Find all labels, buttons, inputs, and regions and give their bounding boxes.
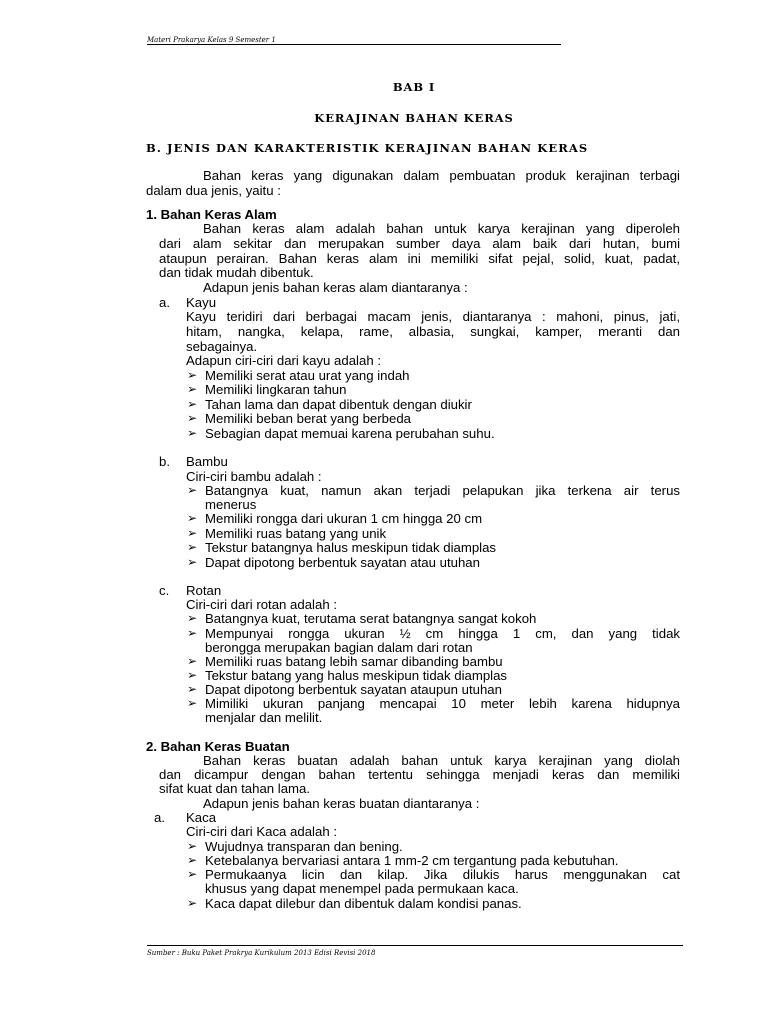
arrowhead-bullet-icon: ➢: [187, 682, 198, 696]
kayu-desc-line-2: hitam, nangka, kelapa, rame, albasia, sungkai, kamper, meranti dan: [186, 324, 680, 339]
arrowhead-bullet-icon: ➢: [187, 626, 198, 640]
buatan-para-line-1: Bahan keras buatan adalah bahan untuk karya kerajinan yang diolah: [203, 753, 680, 768]
kaca-name: Kaca: [186, 810, 217, 825]
rotan-ciri-item: Memiliki ruas batang lebih samar dibanding bambu: [205, 654, 503, 669]
buatan-para-line-3: sifat kuat dan tahan lama.: [159, 781, 311, 796]
kaca-ciri-item: Kaca dapat dilebur dan dibentuk dalam kondisi panas.: [205, 896, 522, 911]
buatan-list-intro: Adapun jenis bahan keras buatan diantaranya :: [203, 796, 480, 811]
heading-bahan-keras-alam: 1. Bahan Keras Alam: [146, 207, 277, 222]
alam-list-intro: Adapun jenis bahan keras alam diantaranya :: [203, 280, 468, 295]
rotan-name: Rotan: [186, 583, 222, 598]
arrowhead-bullet-icon: ➢: [187, 426, 198, 440]
arrowhead-bullet-icon: ➢: [187, 896, 198, 910]
kayu-name: Kayu: [186, 295, 217, 310]
arrowhead-bullet-icon: ➢: [187, 668, 198, 682]
arrowhead-bullet-icon: ➢: [187, 397, 198, 411]
bambu-ciri-intro: Ciri-ciri bambu adalah :: [186, 469, 322, 484]
arrowhead-bullet-icon: ➢: [187, 839, 198, 853]
arrowhead-bullet-icon: ➢: [187, 611, 198, 625]
kayu-ciri-item: Memiliki serat atau urat yang indah: [205, 368, 410, 383]
bambu-letter: b.: [159, 454, 170, 469]
buatan-para-line-2: dan dicampur dengan bahan tertentu sehingga menjadi keras dan memiliki: [159, 767, 680, 782]
kaca-ciri-item: Permukaanya licin dan kilap. Jika dilukis harus menggunakan cat: [205, 867, 680, 882]
arrowhead-bullet-icon: ➢: [187, 540, 198, 554]
bambu-ciri-item: Memiliki rongga dari ukuran 1 cm hingga 20 cm: [205, 511, 483, 526]
kaca-ciri-intro: Ciri-ciri dari Kaca adalah :: [186, 824, 337, 839]
arrowhead-bullet-icon: ➢: [187, 696, 198, 710]
kayu-ciri-intro: Adapun ciri-ciri dari kayu adalah :: [186, 353, 381, 368]
arrowhead-bullet-icon: ➢: [187, 853, 198, 867]
kaca-ciri-item: Wujudnya transparan dan bening.: [205, 839, 403, 854]
arrowhead-bullet-icon: ➢: [187, 368, 198, 382]
rotan-ciri-item: Mimiliki ukuran panjang mencapai 10 meter lebih karena hidupnya: [205, 696, 680, 711]
kaca-letter: a.: [154, 810, 165, 825]
footer-rule: [147, 945, 683, 946]
chapter-title: KERAJINAN BAHAN KERAS: [314, 111, 514, 125]
rotan-ciri-item: Dapat dipotong berbentuk sayatan ataupun utuhan: [205, 682, 502, 697]
rotan-ciri-item: Tekstur batang yang halus meskipun tidak diamplas: [205, 668, 508, 683]
heading-bahan-keras-buatan: 2. Bahan Keras Buatan: [146, 739, 290, 754]
alam-para-line-2: dari alam sekitar dan merupakan sumber daya alam baik dari hutan, bumi: [159, 236, 680, 251]
bambu-ciri-item: Tekstur batangnya halus meskipun tidak diamplas: [205, 540, 497, 555]
arrowhead-bullet-icon: ➢: [187, 555, 198, 569]
rotan-ciri-intro: Ciri-ciri dari rotan adalah :: [186, 597, 337, 612]
running-header: Materi Prakarya Kelas 9 Semester 1: [147, 36, 276, 44]
kayu-ciri-item: Memiliki lingkaran tahun: [205, 382, 347, 397]
alam-para-line-4: dan tidak mudah dibentuk.: [159, 265, 314, 280]
rotan-ciri-item: Batangnya kuat, terutama serat batangnya sangat kokoh: [205, 611, 537, 626]
bambu-ciri-item: Dapat dipotong berbentuk sayatan atau utuhan: [205, 555, 480, 570]
arrowhead-bullet-icon: ➢: [187, 382, 198, 396]
footer-source: Sumber : Buku Paket Prakrya Kurikulum 2013 Edisi Revisi 2018: [147, 949, 376, 957]
rotan-ciri-item-cont: menjalar dan melilit.: [205, 710, 323, 725]
rotan-letter: c.: [159, 583, 170, 598]
rotan-ciri-item: Mempunyai rongga ukuran ½ cm hingga 1 cm, dan yang tidak: [205, 626, 680, 641]
kayu-ciri-item: Memiliki beban berat yang berbeda: [205, 411, 411, 426]
arrowhead-bullet-icon: ➢: [187, 867, 198, 881]
arrowhead-bullet-icon: ➢: [187, 654, 198, 668]
kayu-ciri-item: Tahan lama dan dapat dibentuk dengan diukir: [205, 397, 472, 412]
bambu-name: Bambu: [186, 454, 228, 469]
alam-para-line-3: ataupun perairan. Bahan keras alam ini memiliki sifat pejal, solid, kuat, padat,: [159, 251, 680, 266]
chapter-label: BAB I: [392, 80, 436, 94]
bambu-ciri-item: Batangnya kuat, namun akan terjadi pelapukan jika terkena air terus: [205, 483, 680, 498]
kayu-ciri-item: Sebagian dapat memuai karena perubahan suhu.: [205, 426, 495, 441]
bambu-ciri-item: Memiliki ruas batang yang unik: [205, 526, 387, 541]
kaca-ciri-item-cont: khusus yang dapat menempel pada permukaan kaca.: [205, 881, 519, 896]
kaca-ciri-item: Ketebalanya bervariasi antara 1 mm-2 cm tergantung pada kebutuhan.: [205, 853, 619, 868]
rotan-ciri-item-cont: berongga merupakan bagian dalam dari rotan: [205, 640, 473, 655]
arrowhead-bullet-icon: ➢: [187, 511, 198, 525]
kayu-letter: a.: [159, 295, 170, 310]
arrowhead-bullet-icon: ➢: [187, 526, 198, 540]
bambu-ciri-item-cont: menerus: [205, 497, 257, 512]
alam-para-line-1: Bahan keras alam adalah bahan untuk karya kerajinan yang diperoleh: [203, 221, 680, 236]
arrowhead-bullet-icon: ➢: [187, 411, 198, 425]
header-rule: [147, 44, 561, 45]
arrowhead-bullet-icon: ➢: [187, 483, 198, 497]
kayu-desc-line-1: Kayu teridiri dari berbagai macam jenis, diantaranya : mahoni, pinus, jati,: [186, 309, 680, 324]
section-heading: B. JENIS DAN KARAKTERISTIK KERAJINAN BAHAN KERAS: [146, 141, 589, 155]
kayu-desc-line-3: sebagainya.: [186, 339, 258, 354]
intro-line-1: Bahan keras yang digunakan dalam pembuatan produk kerajinan terbagi: [203, 168, 680, 183]
intro-line-2: dalam dua jenis, yaitu :: [146, 183, 281, 198]
